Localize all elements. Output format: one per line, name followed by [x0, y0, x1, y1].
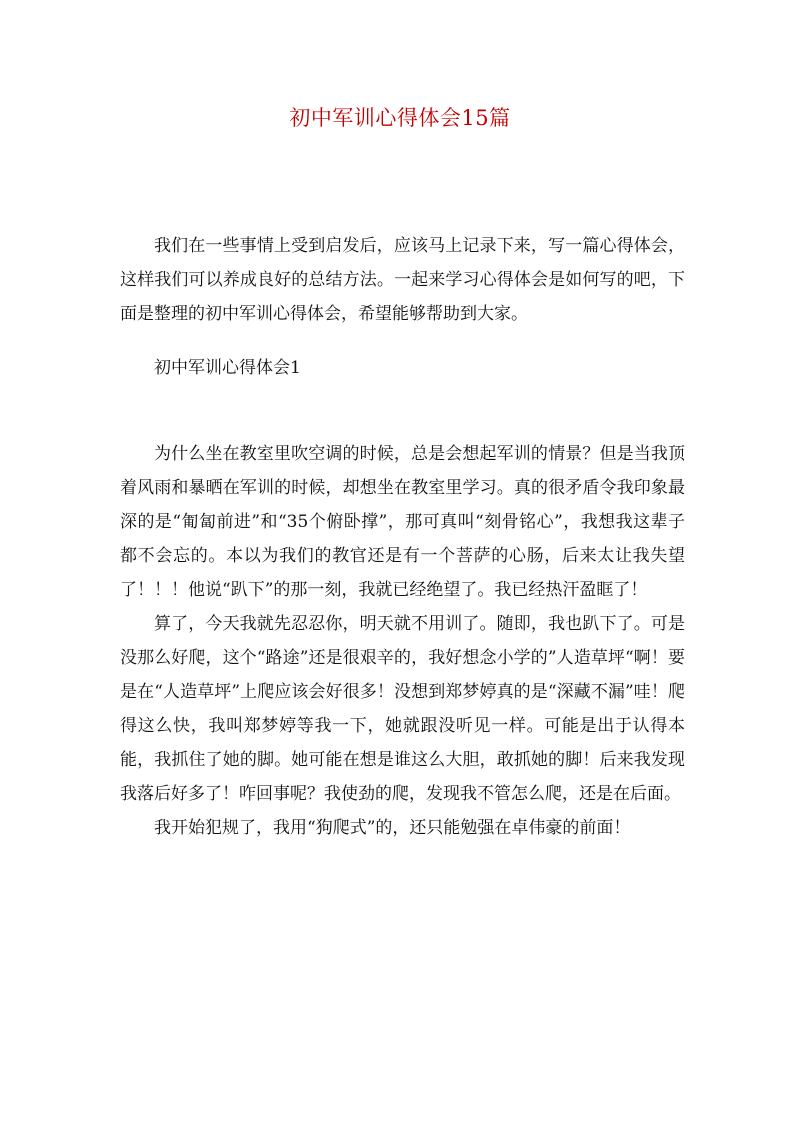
body-paragraph-1: 为什么坐在教室里吹空调的时候，总是会想起军训的情景？但是当我顶着风雨和暴晒在军训的时候，却想坐在教室里学习。真的很矛盾令我印象最深的是“匍匐前进”和“35个俯卧撑”，那可真叫“刻骨铭心”，我想我这辈子都不会忘的。本以为我们的教官还是有一个菩萨的心肠，后来太让我失望了！！！他说“趴下”的那一刻，我就已经绝望了。我已经热汗盈眶了！ [120, 444, 685, 600]
intro-paragraph: 我们在一些事情上受到启发后，应该马上记录下来，写一篇心得体会，这样我们可以养成良好的总结方法。一起来学习心得体会是如何写的吧，下面是整理的初中军训心得体会，希望能够帮助到大家。 [120, 236, 685, 324]
document-title: 初中军训心得体会15篇 [289, 106, 511, 130]
section-heading: 初中军训心得体会1 [154, 358, 301, 378]
body-paragraph-3: 我开始犯规了，我用“狗爬式”的，还只能勉强在卓伟豪的前面！ [154, 818, 631, 838]
article-body [120, 437, 685, 845]
body-paragraph-2: 算了，今天我就先忍忍你，明天就不用训了。随即，我也趴下了。可是没那么好爬，这个“路途”还是很艰辛的，我好想念小学的”人造草坪“啊！要是在“人造草坪”上爬应该会好很多！没想到郑梦婷真的是“深藏不漏”哇！爬得这么快，我叫郑梦婷等我一下，她就跟没听见一样。可能是出于认得本能，我抓住了她的脚。她可能在想是谁这么大胆，敢抓她的脚！后来我发现我落后好多了！咋回事呢？我使劲的爬，发现我不管怎么爬，还是在后面。 [120, 614, 685, 804]
intro-section [120, 229, 685, 331]
